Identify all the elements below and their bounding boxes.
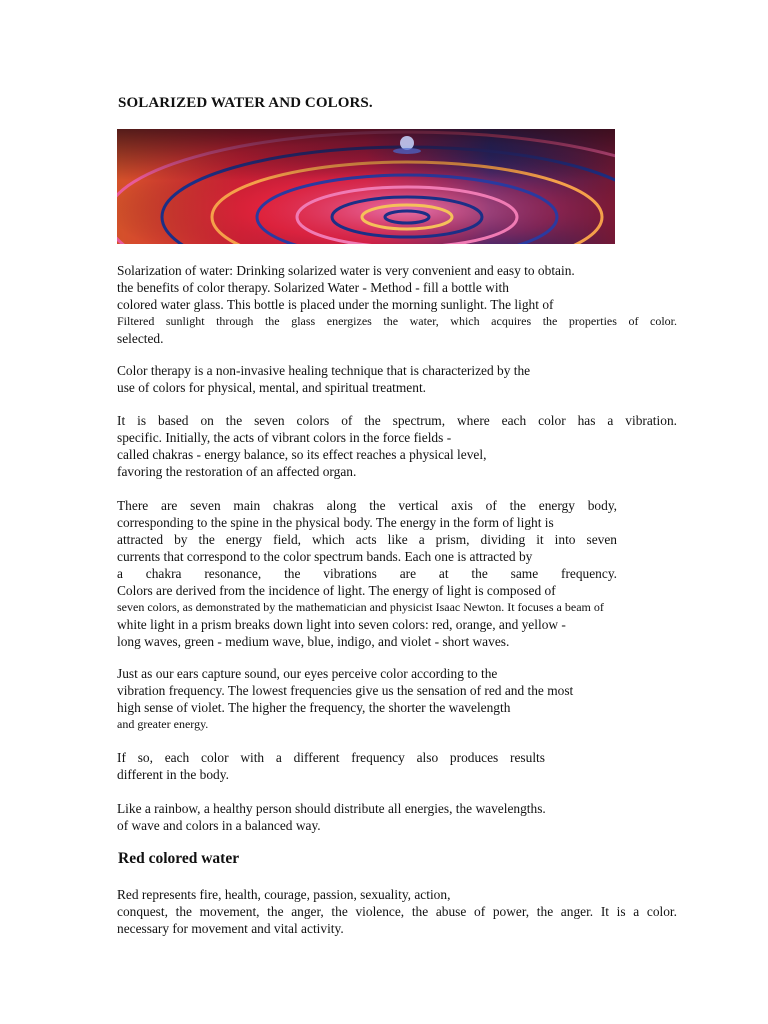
text-line: Red represents fire, health, courage, passion, sexuality, action, <box>117 887 451 902</box>
text-line: Just as our ears capture sound, our eyes perceive color according to the <box>117 666 498 681</box>
text-line: currents that correspond to the color spectrum bands. Each one is attracted by <box>117 549 533 564</box>
text-line: If so, each color with a different frequency also produces results <box>117 750 545 765</box>
paragraph-frequency <box>117 665 677 733</box>
text-line: Colors are derived from the incidence of light. The energy of light is composed of <box>117 583 556 598</box>
text-line: long waves, green - medium wave, blue, indigo, and violet - short waves. <box>117 634 510 649</box>
text-line: and greater energy. <box>117 717 209 731</box>
paragraph-red <box>117 886 677 937</box>
text-line: specific. Initially, the acts of vibrant colors in the force fields - <box>117 430 452 445</box>
document-title: SOLARIZED WATER AND COLORS. <box>118 95 373 111</box>
paragraph-chakras <box>117 497 617 650</box>
text-line: a chakra resonance, the vibrations are at the same frequency. <box>117 566 617 581</box>
text-line: vibration frequency. The lowest frequencies give us the sensation of red and the most <box>117 683 574 698</box>
text-line: Filtered sunlight through the glass energizes the water, which acquires the properties of color. <box>117 314 677 328</box>
text-line: Solarization of water: Drinking solarized water is very convenient and easy to obtain. <box>117 263 575 278</box>
text-line: necessary for movement and vital activity. <box>117 921 344 936</box>
text-line: attracted by the energy field, which acts like a prism, dividing it into seven <box>117 532 617 547</box>
text-line: corresponding to the spine in the physical body. The energy in the form of light is <box>117 515 554 530</box>
water-ripple-image <box>117 129 615 244</box>
paragraph-solarization <box>117 262 677 347</box>
text-line: conquest, the movement, the anger, the violence, the abuse of power, the anger. It is a color. <box>117 904 677 919</box>
text-line: of wave and colors in a balanced way. <box>117 818 321 833</box>
text-line: the benefits of color therapy. Solarized Water - Method - fill a bottle with <box>117 280 509 295</box>
text-line: seven colors, as demonstrated by the mathematician and physicist Isaac Newton. It focuses a beam of <box>117 600 604 614</box>
text-line: different in the body. <box>117 767 229 782</box>
paragraph-seven-colors <box>117 412 677 480</box>
text-line: called chakras - energy balance, so its effect reaches a physical level, <box>117 447 487 462</box>
text-line: Like a rainbow, a healthy person should distribute all energies, the wavelengths. <box>117 801 546 816</box>
paragraph-results <box>117 749 545 783</box>
section-heading-red-water: Red colored water <box>118 850 240 867</box>
text-line: colored water glass. This bottle is placed under the morning sunlight. The light of <box>117 297 554 312</box>
paragraph-rainbow <box>117 800 677 834</box>
text-line: high sense of violet. The higher the frequency, the shorter the wavelength <box>117 700 511 715</box>
text-line: use of colors for physical, mental, and spiritual treatment. <box>117 380 427 395</box>
text-line: white light in a prism breaks down light into seven colors: red, orange, and yellow - <box>117 617 566 632</box>
text-line: Color therapy is a non-invasive healing technique that is characterized by the <box>117 363 531 378</box>
text-line: There are seven main chakras along the vertical axis of the energy body, <box>117 498 617 513</box>
text-line: favoring the restoration of an affected organ. <box>117 464 357 479</box>
text-line: It is based on the seven colors of the spectrum, where each color has a vibration. <box>117 413 677 428</box>
text-line: selected. <box>117 331 164 346</box>
paragraph-color-therapy <box>117 362 677 396</box>
